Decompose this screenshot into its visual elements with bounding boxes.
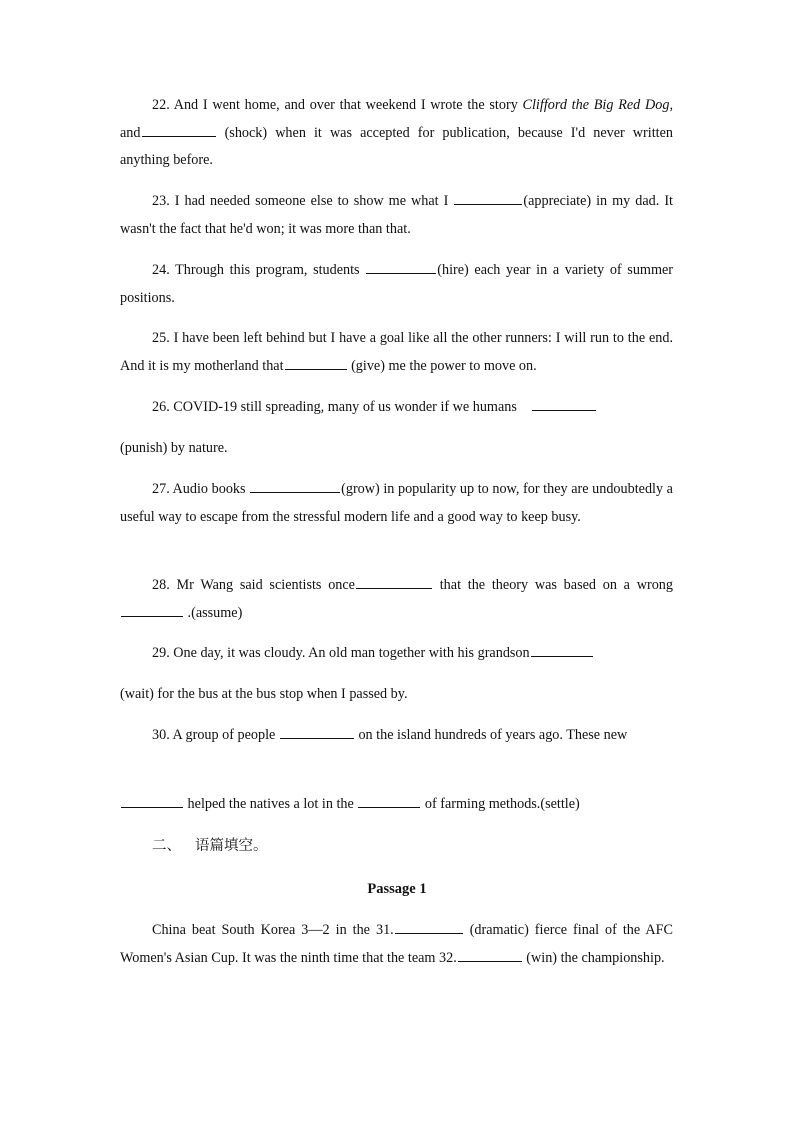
blank-23[interactable]: [454, 190, 522, 205]
passage-title: Passage 1: [367, 881, 427, 897]
question-26-line2: (punish) by nature.: [120, 440, 228, 456]
question-24: 24. Through this program, students (hire) each year in a variety of summer positions.: [120, 257, 673, 312]
question-26-line1: 26. COVID-19 still spreading, many of us wonder if we humans: [120, 394, 673, 422]
section-heading: [152, 833, 268, 860]
section-number: 二、: [152, 838, 181, 854]
question-29-line1: 29. One day, it was cloudy. An old man together with his grandson: [120, 640, 673, 668]
blank-28a[interactable]: [356, 574, 432, 589]
question-29-line2: (wait) for the bus at the bus stop when I passed by.: [120, 686, 408, 702]
blank-28b[interactable]: [121, 602, 183, 617]
question-25: 25. I have been left behind but I have a goal like all the other runners: I will run to the end. And it is my motherland that (give) me the power to move on.: [120, 330, 673, 374]
blank-27[interactable]: [250, 478, 340, 493]
question-27: 27. Audio books (grow) in popularity up to now, for they are undoubtedly a useful way to escape from the stressful modern life and a good way to keep busy.: [120, 476, 673, 531]
passage-1-text: China beat South Korea 3—2 in the 31. (dramatic) fierce final of the AFC Women's Asian Cup. It was the ninth time that the team 32. (win) the championship.: [120, 917, 673, 972]
section-title: 语篇填空。: [195, 838, 268, 854]
blank-30b[interactable]: [121, 793, 183, 808]
blank-22[interactable]: [142, 122, 216, 137]
blank-25[interactable]: [285, 355, 347, 370]
story-title: Clifford the Big Red Dog,: [522, 97, 673, 113]
blank-26[interactable]: [532, 396, 596, 411]
question-28: 28. Mr Wang said scientists once that the theory was based on a wrong .(assume): [120, 572, 673, 627]
blank-32[interactable]: [458, 947, 522, 962]
question-23: 23. I had needed someone else to show me what I (appreciate) in my dad. It wasn't the fact that he'd won; it was more than that.: [120, 188, 673, 243]
blank-30c[interactable]: [358, 793, 420, 808]
blank-29[interactable]: [531, 642, 593, 657]
blank-30a[interactable]: [280, 724, 354, 739]
question-22: 22. And I went home, and over that weekend I wrote the story Clifford the Big Red Dog, and (shock) when it was accepted for publication, because I'd never written anything before.: [120, 97, 673, 168]
blank-24[interactable]: [366, 259, 436, 274]
blank-31[interactable]: [395, 919, 463, 934]
question-30-line3: helped the natives a lot in the of farming methods.(settle): [120, 791, 673, 819]
question-30: 30. A group of people on the island hundreds of years ago. These new: [120, 722, 673, 750]
